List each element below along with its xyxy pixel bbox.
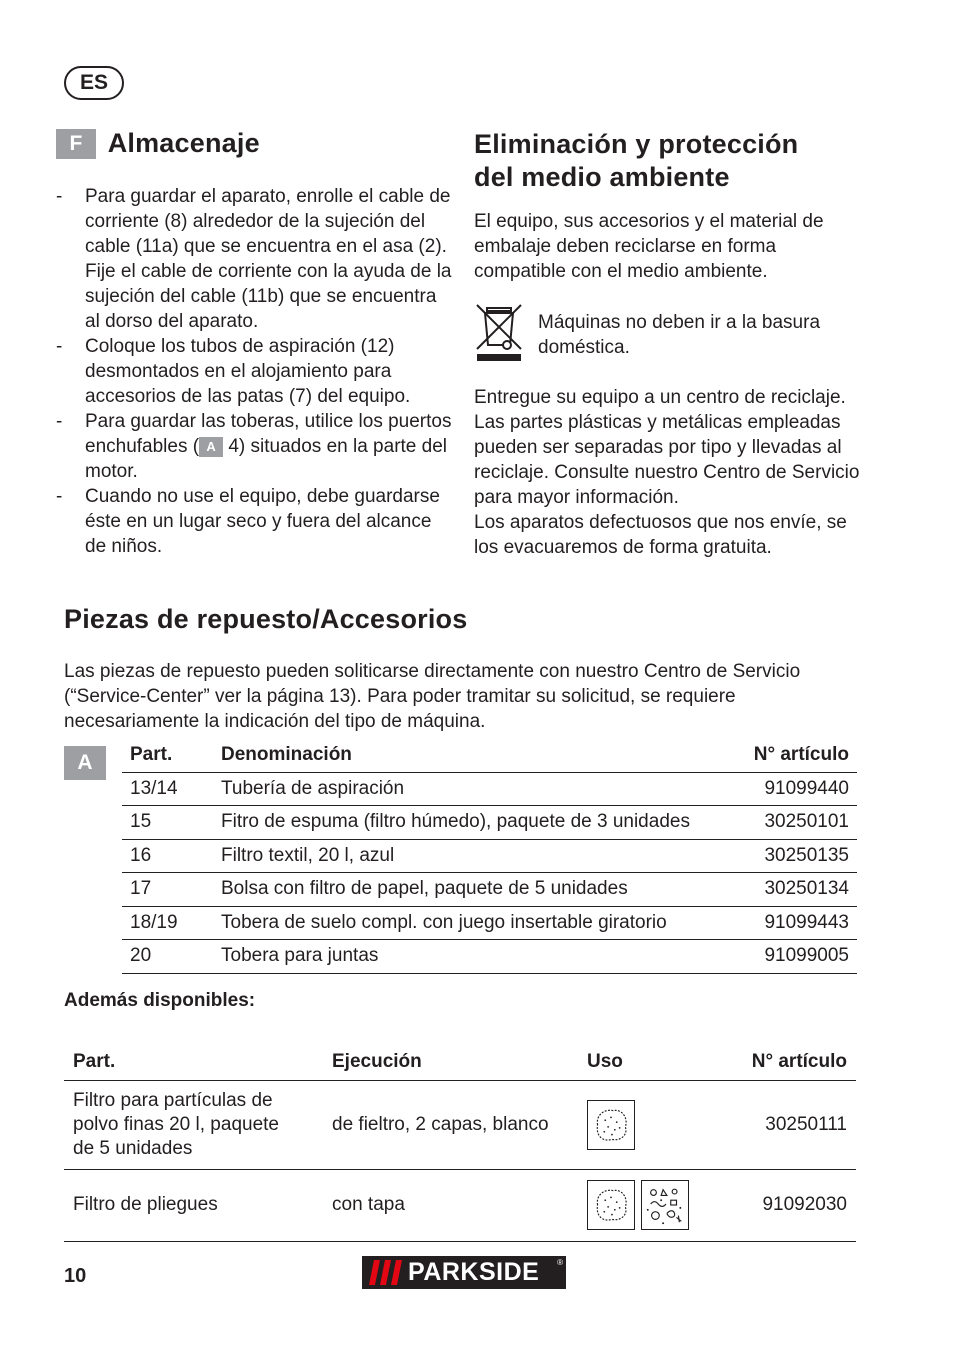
parkside-logo xyxy=(362,1256,566,1289)
column-header-part: Part. xyxy=(64,1044,323,1080)
list-item-text: Coloque los tubos de aspiración (12) desmontados en el alojamiento para accesorios de las patas (7) del equipo. xyxy=(85,336,411,407)
cell-number: 30250111 xyxy=(708,1080,856,1169)
figure-badge-a: A xyxy=(64,746,106,780)
cell-name: Filtro textil, 20 l, azul xyxy=(213,839,727,873)
disposal-title-line2: del medio ambiente xyxy=(474,162,730,192)
cell-number: 91099005 xyxy=(727,940,857,974)
weee-note: Máquinas no deben ir a la basura doméstica. xyxy=(538,312,821,358)
accessories-table xyxy=(64,1044,856,1242)
list-item xyxy=(56,484,452,559)
extra-heading: Además disponibles: xyxy=(64,990,256,1011)
disposal-para1: Entregue su equipo a un centro de reciclaje. Las partes plásticas y metálicas empleadas pueden ser separadas por tipo y llevadas al reciclaje. Consulte nuestro Centro de Servicio para mayor información. xyxy=(474,387,860,508)
disposal-para2: Los aparatos defectuosos que nos envíe, se los evacuaremos de forma gratuita. xyxy=(474,512,847,558)
logo-registered-mark: ® xyxy=(557,1258,563,1267)
logo-stripes-icon xyxy=(368,1256,408,1289)
cell-part: 20 xyxy=(122,940,213,974)
cell-part-line: polvo finas 20 l, paquete xyxy=(73,1113,279,1135)
figure-badge-a: A xyxy=(199,437,223,457)
coarse-dirt-icon xyxy=(641,1180,689,1230)
language-badge: ES xyxy=(64,66,124,100)
cell-number: 91092030 xyxy=(708,1169,856,1241)
list-item-text: Cuando no use el equipo, debe guardarse éste en un lugar seco y fuera del alcance de niños. xyxy=(85,486,440,557)
cell-number: 30250135 xyxy=(727,839,857,873)
cell-part: 17 xyxy=(122,873,213,907)
table-row xyxy=(64,1080,856,1169)
cell-part-line: de 5 unidades xyxy=(73,1137,193,1159)
list-item-text: Fije el cable de corriente con la ayuda de la sujeción del cable (11b) que se encuentra al dorso del aparato. xyxy=(85,261,452,332)
cell-part: 15 xyxy=(122,806,213,840)
column-header-use: Uso xyxy=(578,1044,708,1080)
column-header-number: N° artículo xyxy=(708,1044,856,1080)
cell-number: 91099443 xyxy=(727,906,857,940)
list-item-text: Para guardar las toberas, utilice los puertos enchufables ( xyxy=(85,411,452,457)
spare-parts-table xyxy=(122,738,857,974)
cell-part xyxy=(64,1080,323,1169)
column-header-execution: Ejecución xyxy=(323,1044,578,1080)
spare-parts-intro: Las piezas de repuesto pueden soliticarse directamente con nuestro Centro de Servicio (“Service-Center” ver la página 13). Para poder tramitar su solicitud, se requiere necesariamente la indicación del tipo de máquina. xyxy=(64,661,801,732)
cell-part: 18/19 xyxy=(122,906,213,940)
table-row xyxy=(122,839,857,873)
list-item xyxy=(56,409,452,484)
list-item xyxy=(56,184,452,334)
cell-use xyxy=(578,1080,708,1169)
table-header-row xyxy=(64,1044,856,1080)
weee-bin-icon xyxy=(474,302,524,364)
spare-parts-heading: Piezas de repuesto/Accesorios xyxy=(64,604,468,634)
cell-use xyxy=(578,1169,708,1241)
cell-number: 91099440 xyxy=(727,772,857,806)
list-item-text: 4) situados en la parte del motor. xyxy=(85,436,447,482)
fine-dust-icon xyxy=(587,1180,635,1230)
disposal-intro: El equipo, sus accesorios y el material de embalaje deben reciclarse en forma compatible con el medio ambiente. xyxy=(474,211,824,282)
cell-name: Fitro de espuma (filtro húmedo), paquete de 3 unidades xyxy=(213,806,727,840)
table-row xyxy=(122,772,857,806)
column-header-name: Denominación xyxy=(213,738,727,772)
table-row xyxy=(122,806,857,840)
disposal-heading xyxy=(474,128,798,194)
table-row xyxy=(122,906,857,940)
cell-execution: con tapa xyxy=(323,1169,578,1241)
column-header-number: N° artículo xyxy=(727,738,857,772)
cell-part: Filtro de pliegues xyxy=(64,1169,323,1241)
cell-execution: de fieltro, 2 capas, blanco xyxy=(323,1080,578,1169)
page-number: 10 xyxy=(64,1265,87,1287)
cell-name: Tubería de aspiración xyxy=(213,772,727,806)
storage-title: Almacenaje xyxy=(107,128,260,159)
logo-text: PARKSIDE xyxy=(408,1258,540,1286)
fine-dust-icon xyxy=(587,1100,635,1150)
section-badge-f: F xyxy=(56,129,96,159)
table-row xyxy=(122,873,857,907)
table-row xyxy=(64,1169,856,1241)
cell-number: 30250101 xyxy=(727,806,857,840)
storage-list xyxy=(56,184,452,559)
storage-heading xyxy=(56,126,260,160)
cell-name: Bolsa con filtro de papel, paquete de 5 unidades xyxy=(213,873,727,907)
table-header-row xyxy=(122,738,857,772)
column-header-part: Part. xyxy=(122,738,213,772)
cell-name: Tobera para juntas xyxy=(213,940,727,974)
cell-part: 16 xyxy=(122,839,213,873)
table-row xyxy=(122,940,857,974)
cell-name: Tobera de suelo compl. con juego insertable giratorio xyxy=(213,906,727,940)
disposal-title-line1: Eliminación y protección xyxy=(474,129,799,159)
list-item xyxy=(56,334,452,409)
list-item-text: Para guardar el aparato, enrolle el cable de corriente (8) alrededor de la sujeción del cable (11a) que se encuentra en el asa (2). xyxy=(85,186,451,257)
cell-part: 13/14 xyxy=(122,772,213,806)
cell-number: 30250134 xyxy=(727,873,857,907)
cell-part-line: Filtro para partículas de xyxy=(73,1089,273,1111)
